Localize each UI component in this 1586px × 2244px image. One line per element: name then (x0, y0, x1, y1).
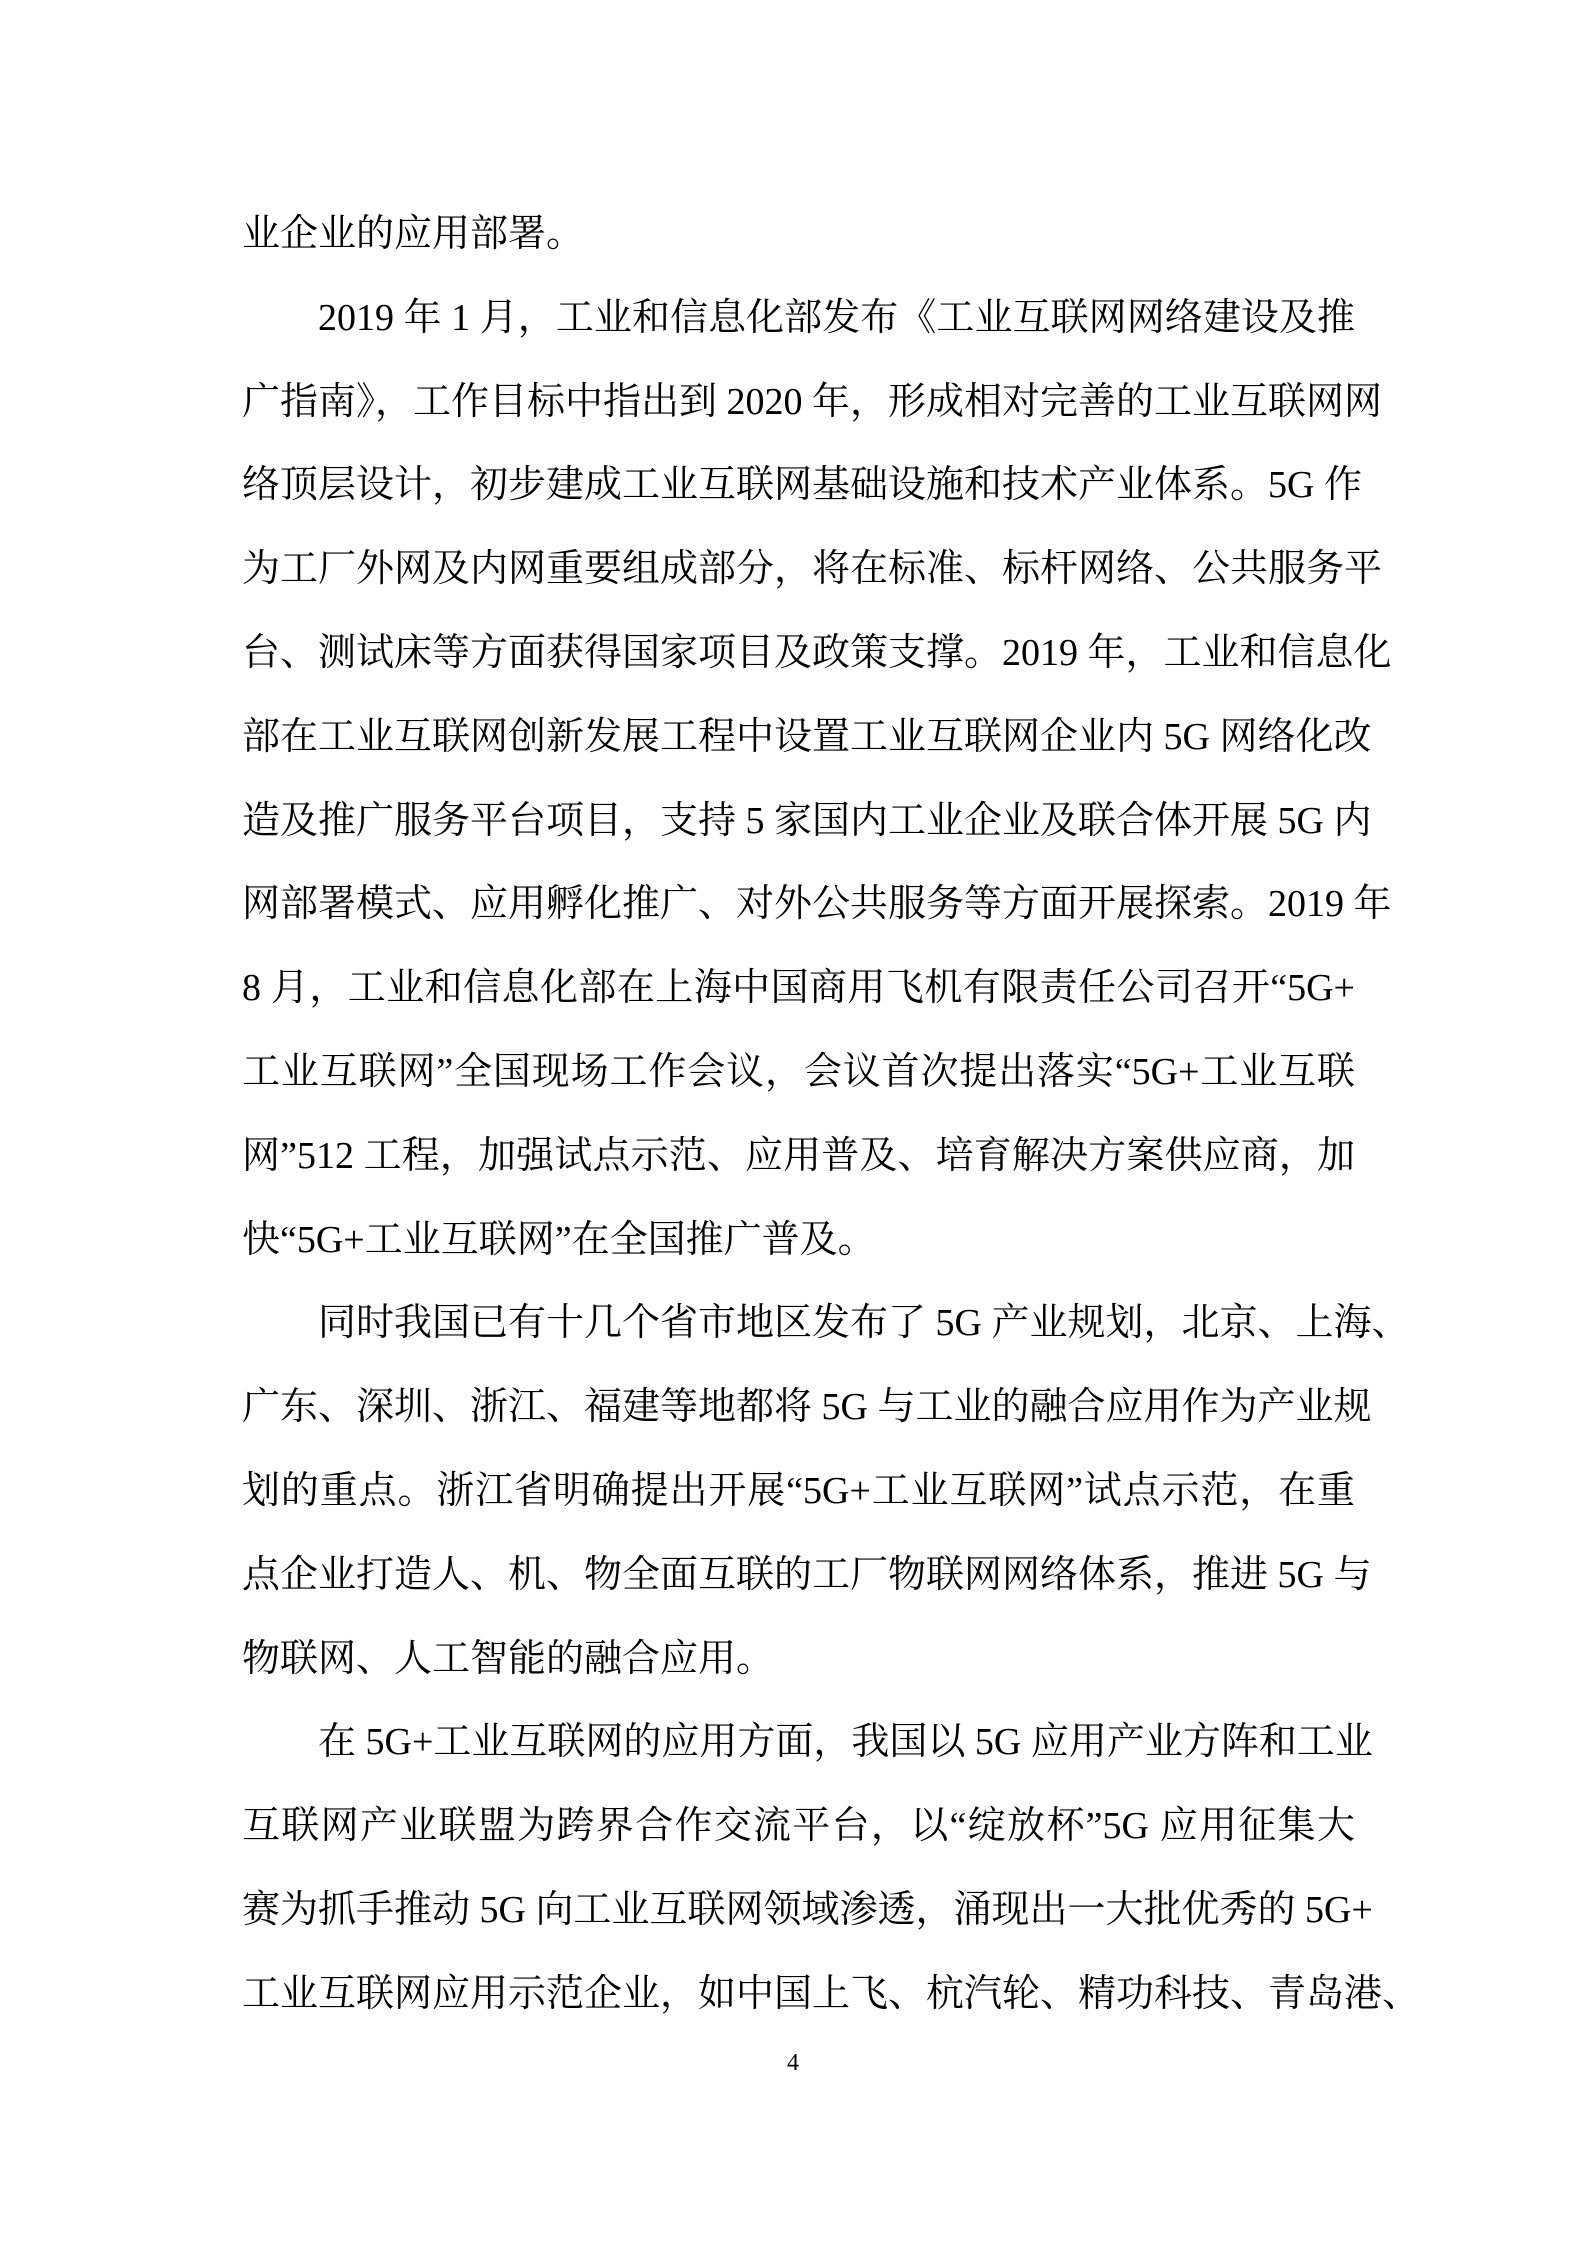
text-line: 工业互联网”全国现场工作会议，会议首次提出落实“5G+工业互联 (242, 1050, 1355, 1093)
text-line: 2019 年 1 月，工业和信息化部发布《工业互联网网络建设及推 (318, 296, 1355, 339)
document-body (242, 193, 1421, 2037)
text-line: 部在工业互联网创新发展工程中设置工业互联网企业内 5G 网络化改 (242, 715, 1372, 758)
page-number: 4 (787, 2050, 799, 2076)
text-line: 造及推广服务平台项目，支持 5 家国内工业企业及联合体开展 5G 内 (242, 799, 1372, 842)
text-line: 络顶层设计，初步建成工业互联网基础设施和技术产业体系。5G 作 (242, 464, 1362, 507)
text-line: 台、测试床等方面获得国家项目及政策支撑。2019 年，工业和信息化 (242, 631, 1392, 674)
text-line: 业企业的应用部署。 (242, 213, 585, 255)
text-line: 网”512 工程，加强试点示范、应用普及、培育解决方案供应商，加 (242, 1134, 1355, 1177)
text-line: 互联网产业联盟为跨界合作交流平台，以“绽放杯”5G 应用征集大 (242, 1805, 1355, 1848)
text-line: 广东、深圳、浙江、福建等地都将 5G 与工业的融合应用作为产业规 (242, 1386, 1372, 1429)
text-line: 在 5G+工业互联网的应用方面，我国以 5G 应用产业方阵和工业 (318, 1721, 1373, 1764)
text-line: 广指南》，工作目标中指出到 2020 年，形成相对完善的工业互联网网 (242, 380, 1383, 423)
text-line: 点企业打造人、机、物全面互联的工厂物联网网络体系，推进 5G 与 (242, 1553, 1372, 1596)
text-line: 为工厂外网及内网重要组成部分，将在标准、标杆网络、公共服务平 (242, 548, 1383, 591)
paragraph (242, 193, 1355, 277)
text-line: 工业互联网应用示范企业，如中国上飞、杭汽轮、精功科技、青岛港、 (242, 1972, 1421, 2015)
text-line: 物联网、人工智能的融合应用。 (242, 1637, 775, 1680)
text-line: 快“5G+工业互联网”在全国推广普及。 (242, 1218, 876, 1261)
paragraph (242, 1282, 1410, 1701)
paragraph (242, 1701, 1421, 2036)
text-line: 划的重点。浙江省明确提出开展“5G+工业互联网”试点示范，在重 (242, 1469, 1355, 1512)
text-line: 8 月，工业和信息化部在上海中国商用飞机有限责任公司召开“5G+ (242, 967, 1355, 1010)
text-line: 同时我国已有十几个省市地区发布了 5G 产业规划，北京、上海、 (318, 1302, 1410, 1345)
paragraph (242, 277, 1392, 1283)
text-line: 网部署模式、应用孵化推广、对外公共服务等方面开展探索。2019 年 (242, 883, 1392, 926)
text-line: 赛为抓手推动 5G 向工业互联网领域渗透，涌现出一大批优秀的 5G+ (242, 1888, 1373, 1931)
